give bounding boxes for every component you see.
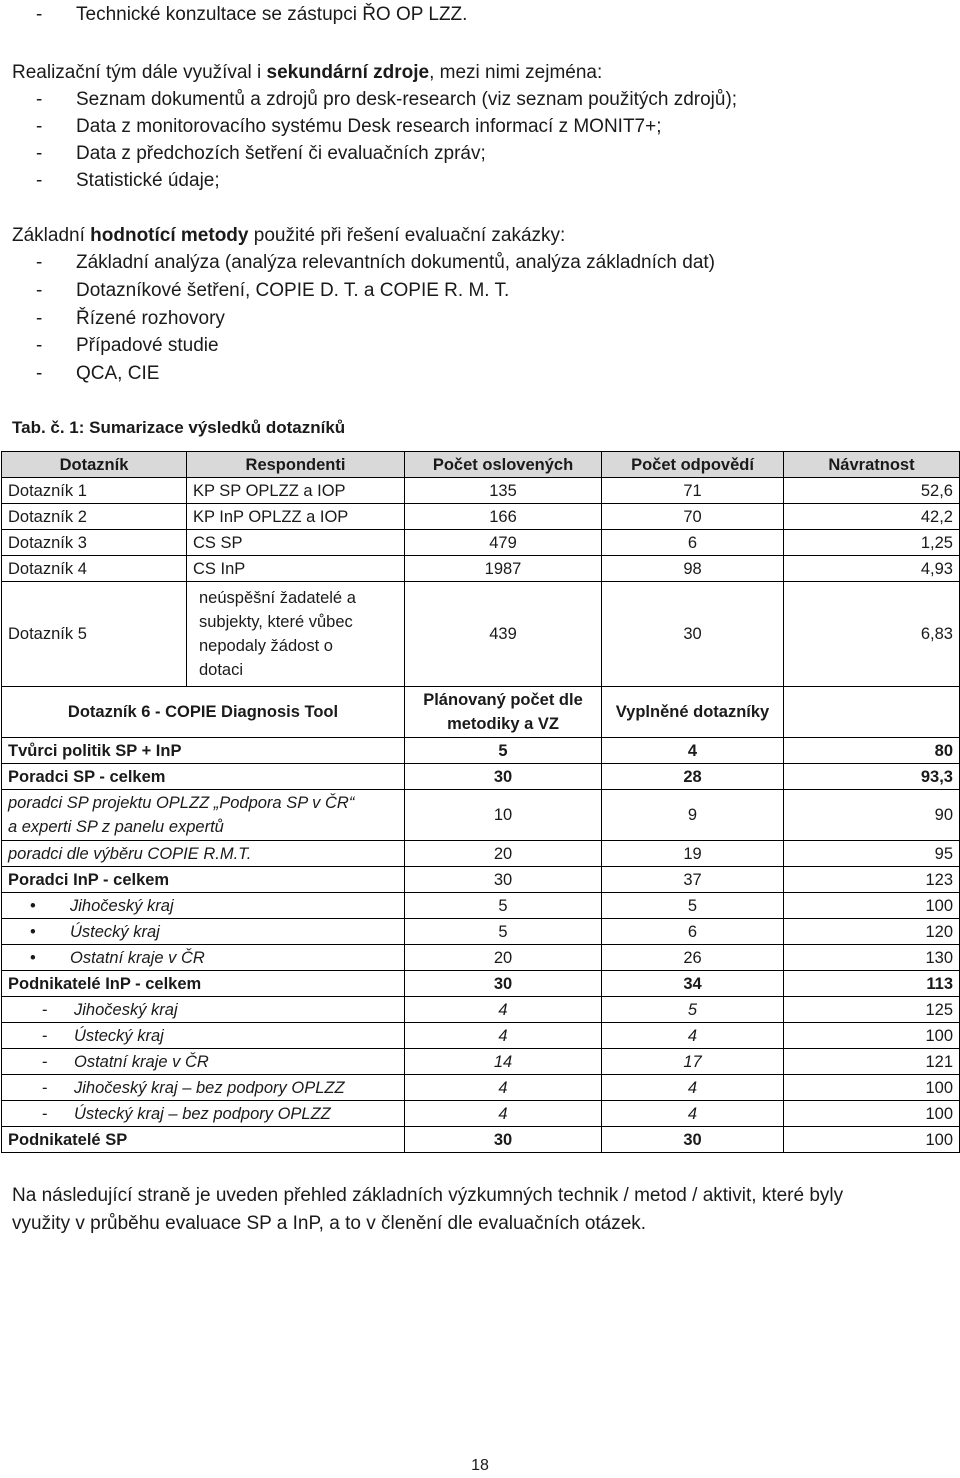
rate-value-cell: 100 (784, 1101, 960, 1127)
value-cell: 42,2 (784, 504, 960, 530)
value-cell: 1,25 (784, 530, 960, 556)
rate-value-cell: 120 (784, 919, 960, 945)
rate-value-cell: 113 (784, 971, 960, 997)
methods-item: - Základní analýza (analýza relevantních dokumentů, analýza základních dat) (36, 252, 715, 273)
secondary-item: - Data z monitorovacího systému Desk research informací z MONIT7+; (36, 116, 662, 137)
copie-label-cell (2, 893, 405, 919)
copie-row (2, 1101, 960, 1127)
rate-value-cell: 90 (784, 790, 960, 841)
copie-row (2, 764, 960, 790)
filled-value-cell: 34 (602, 971, 784, 997)
filled-value-cell: 4 (602, 738, 784, 764)
value-cell: 98 (602, 556, 784, 582)
copie-label-cell (2, 1075, 405, 1101)
value-cell: 6 (602, 530, 784, 556)
filled-value-cell: 19 (602, 841, 784, 867)
rate-value-cell: 130 (784, 945, 960, 971)
filled-value-cell: 4 (602, 1075, 784, 1101)
planned-value-cell: 20 (405, 841, 602, 867)
copie-row (2, 1023, 960, 1049)
label-cell: KP SP OPLZZ a IOP (187, 478, 405, 504)
rate-value-cell: 80 (784, 738, 960, 764)
copie-row (2, 971, 960, 997)
value-cell: 52,6 (784, 478, 960, 504)
copie-label-cell (2, 790, 405, 841)
questionnaire-cell: Dotazník 5 (2, 582, 187, 687)
planned-value-cell: 30 (405, 867, 602, 893)
copie-label-text: poradci SP projektu OPLZZ „Podpora SP v ČR“ a experti SP z panelu expertů (8, 794, 355, 836)
copie-label-text: Poradci InP - celkem (8, 870, 170, 889)
copie-row (2, 841, 960, 867)
copie-label-cell (2, 841, 405, 867)
planned-value-cell: 5 (405, 893, 602, 919)
filled-count-header: Vyplněné dotazníky (602, 687, 784, 738)
table-row (2, 504, 960, 530)
rate-value-cell: 100 (784, 893, 960, 919)
copie-label-cell (2, 1101, 405, 1127)
rate-value-cell: 125 (784, 997, 960, 1023)
copie-label-cell (2, 738, 405, 764)
planned-value-cell: 4 (405, 1075, 602, 1101)
copie-row (2, 945, 960, 971)
methods-item: - Dotazníkové šetření, COPIE D. T. a COPIE R. M. T. (36, 280, 510, 301)
copie-row (2, 919, 960, 945)
copie-row (2, 1127, 960, 1153)
copie-label-cell (2, 1127, 405, 1153)
dash-marker: - (42, 1026, 48, 1045)
planned-value-cell: 30 (405, 1127, 602, 1153)
methods-item: - Řízené rozhovory (36, 308, 225, 329)
table-row (2, 582, 960, 687)
rate-value-cell: 95 (784, 841, 960, 867)
value-cell: 70 (602, 504, 784, 530)
label-cell: Dotazník 2 (2, 504, 187, 530)
copie-label-cell (2, 971, 405, 997)
label-cell: Dotazník 1 (2, 478, 187, 504)
copie-label-cell (2, 764, 405, 790)
planned-value-cell: 14 (405, 1049, 602, 1075)
value-cell: 135 (405, 478, 602, 504)
filled-value-cell: 4 (602, 1023, 784, 1049)
filled-value-cell: 6 (602, 919, 784, 945)
copie-title-cell: Dotazník 6 - COPIE Diagnosis Tool (2, 687, 405, 738)
value-cell: 479 (405, 530, 602, 556)
copie-label-text: Podnikatelé SP (8, 1130, 128, 1149)
closing-paragraph-line: využity v průběhu evaluace SP a InP, a to v členění dle evaluačních otázek. (12, 1213, 647, 1234)
table-row (2, 530, 960, 556)
secondary-item: - Seznam dokumentů a zdrojů pro desk-research (viz seznam použitých zdrojů); (36, 89, 738, 110)
value-cell: 71 (602, 478, 784, 504)
filled-value-cell: 30 (602, 1127, 784, 1153)
label-cell: CS InP (187, 556, 405, 582)
secondary-sources-heading: Realizační tým dále využíval i sekundární zdroje, mezi nimi zejména: (12, 62, 603, 83)
planned-value-cell: 20 (405, 945, 602, 971)
column-header: Respondenti (187, 452, 405, 478)
rate-value-cell: 100 (784, 1023, 960, 1049)
copie-label-text: Jihočeský kraj – bez podpory OPLZZ (74, 1078, 345, 1097)
table-header-row (2, 452, 960, 478)
questionnaire-summary-table (1, 451, 960, 1153)
value-cell: 439 (405, 582, 602, 687)
rate-value-cell: 121 (784, 1049, 960, 1075)
methods-heading: Základní hodnotící metody použité při řešení evaluační zakázky: (12, 225, 566, 246)
rate-value-cell: 93,3 (784, 764, 960, 790)
copie-label-text: poradci dle výběru COPIE R.M.T. (8, 844, 252, 863)
filled-value-cell: 4 (602, 1101, 784, 1127)
label-cell: Dotazník 4 (2, 556, 187, 582)
table-row (2, 556, 960, 582)
copie-label-text: Jihočeský kraj (74, 1000, 178, 1019)
methods-item: - Případové studie (36, 335, 219, 356)
copie-label-cell (2, 997, 405, 1023)
copie-label-text: Ostatní kraje v ČR (70, 948, 205, 967)
bullet-marker: • (30, 896, 36, 915)
empty-cell (784, 687, 960, 738)
column-header: Dotazník (2, 452, 187, 478)
value-cell: 6,83 (784, 582, 960, 687)
methods-item: - QCA, CIE (36, 363, 160, 384)
value-cell: 1987 (405, 556, 602, 582)
copie-label-text: Ústecký kraj (74, 1026, 164, 1045)
copie-row (2, 893, 960, 919)
copie-label-text: Jihočeský kraj (70, 896, 174, 915)
label-cell: Dotazník 3 (2, 530, 187, 556)
planned-value-cell: 10 (405, 790, 602, 841)
respondents-cell: neúspěšní žadatelé a subjekty, které vůbec nepodaly žádost o dotaci (187, 582, 405, 687)
planned-count-header: Plánovaný počet dle metodiky a VZ (405, 687, 602, 738)
rate-value-cell: 123 (784, 867, 960, 893)
copie-label-cell (2, 919, 405, 945)
bullet-marker: • (30, 922, 36, 941)
planned-value-cell: 30 (405, 971, 602, 997)
page-number: 18 (471, 1457, 489, 1474)
copie-label-cell (2, 1023, 405, 1049)
filled-value-cell: 28 (602, 764, 784, 790)
rate-value-cell: 100 (784, 1127, 960, 1153)
copie-label-cell (2, 945, 405, 971)
column-header: Počet oslovených (405, 452, 602, 478)
copie-label-cell (2, 867, 405, 893)
copie-label-text: Podnikatelé InP - celkem (8, 974, 202, 993)
dash-marker: - (42, 1052, 48, 1071)
column-header: Počet odpovědí (602, 452, 784, 478)
value-cell: 4,93 (784, 556, 960, 582)
filled-value-cell: 17 (602, 1049, 784, 1075)
filled-value-cell: 9 (602, 790, 784, 841)
intro-list-item: - Technické konzultace se zástupci ŘO OP LZZ. (36, 4, 468, 25)
secondary-item: - Statistické údaje; (36, 170, 220, 191)
label-cell: KP InP OPLZZ a IOP (187, 504, 405, 530)
planned-value-cell: 5 (405, 919, 602, 945)
copie-label-text: Ústecký kraj – bez podpory OPLZZ (74, 1104, 331, 1123)
planned-value-cell: 5 (405, 738, 602, 764)
planned-value-cell: 30 (405, 764, 602, 790)
copie-label-text: Ústecký kraj (70, 922, 160, 941)
dash-marker: - (42, 1000, 48, 1019)
filled-value-cell: 5 (602, 997, 784, 1023)
copie-label-cell (2, 1049, 405, 1075)
copie-label-text: Ostatní kraje v ČR (74, 1052, 209, 1071)
label-cell: CS SP (187, 530, 405, 556)
copie-row (2, 738, 960, 764)
filled-value-cell: 5 (602, 893, 784, 919)
secondary-item: - Data z předchozích šetření či evaluačních zpráv; (36, 143, 486, 164)
copie-label-text: Poradci SP - celkem (8, 767, 166, 786)
planned-value-cell: 4 (405, 1023, 602, 1049)
copie-row (2, 1075, 960, 1101)
table-row (2, 478, 960, 504)
value-cell: 166 (405, 504, 602, 530)
planned-value-cell: 4 (405, 1101, 602, 1127)
bullet-marker: • (30, 948, 36, 967)
table-caption: Tab. č. 1: Sumarizace výsledků dotazníků (12, 418, 346, 437)
value-cell: 30 (602, 582, 784, 687)
copie-header-row (2, 687, 960, 738)
dash-marker: - (42, 1078, 48, 1097)
closing-paragraph-line: Na následující straně je uveden přehled základních výzkumných technik / metod / aktivit, které byly (12, 1185, 844, 1206)
filled-value-cell: 26 (602, 945, 784, 971)
copie-label-text: Tvůrci politik SP + InP (8, 741, 182, 760)
planned-value-cell: 4 (405, 997, 602, 1023)
rate-value-cell: 100 (784, 1075, 960, 1101)
filled-value-cell: 37 (602, 867, 784, 893)
copie-row (2, 1049, 960, 1075)
column-header: Návratnost (784, 452, 960, 478)
copie-row (2, 867, 960, 893)
dash-marker: - (42, 1104, 48, 1123)
copie-row (2, 997, 960, 1023)
copie-row (2, 790, 960, 841)
